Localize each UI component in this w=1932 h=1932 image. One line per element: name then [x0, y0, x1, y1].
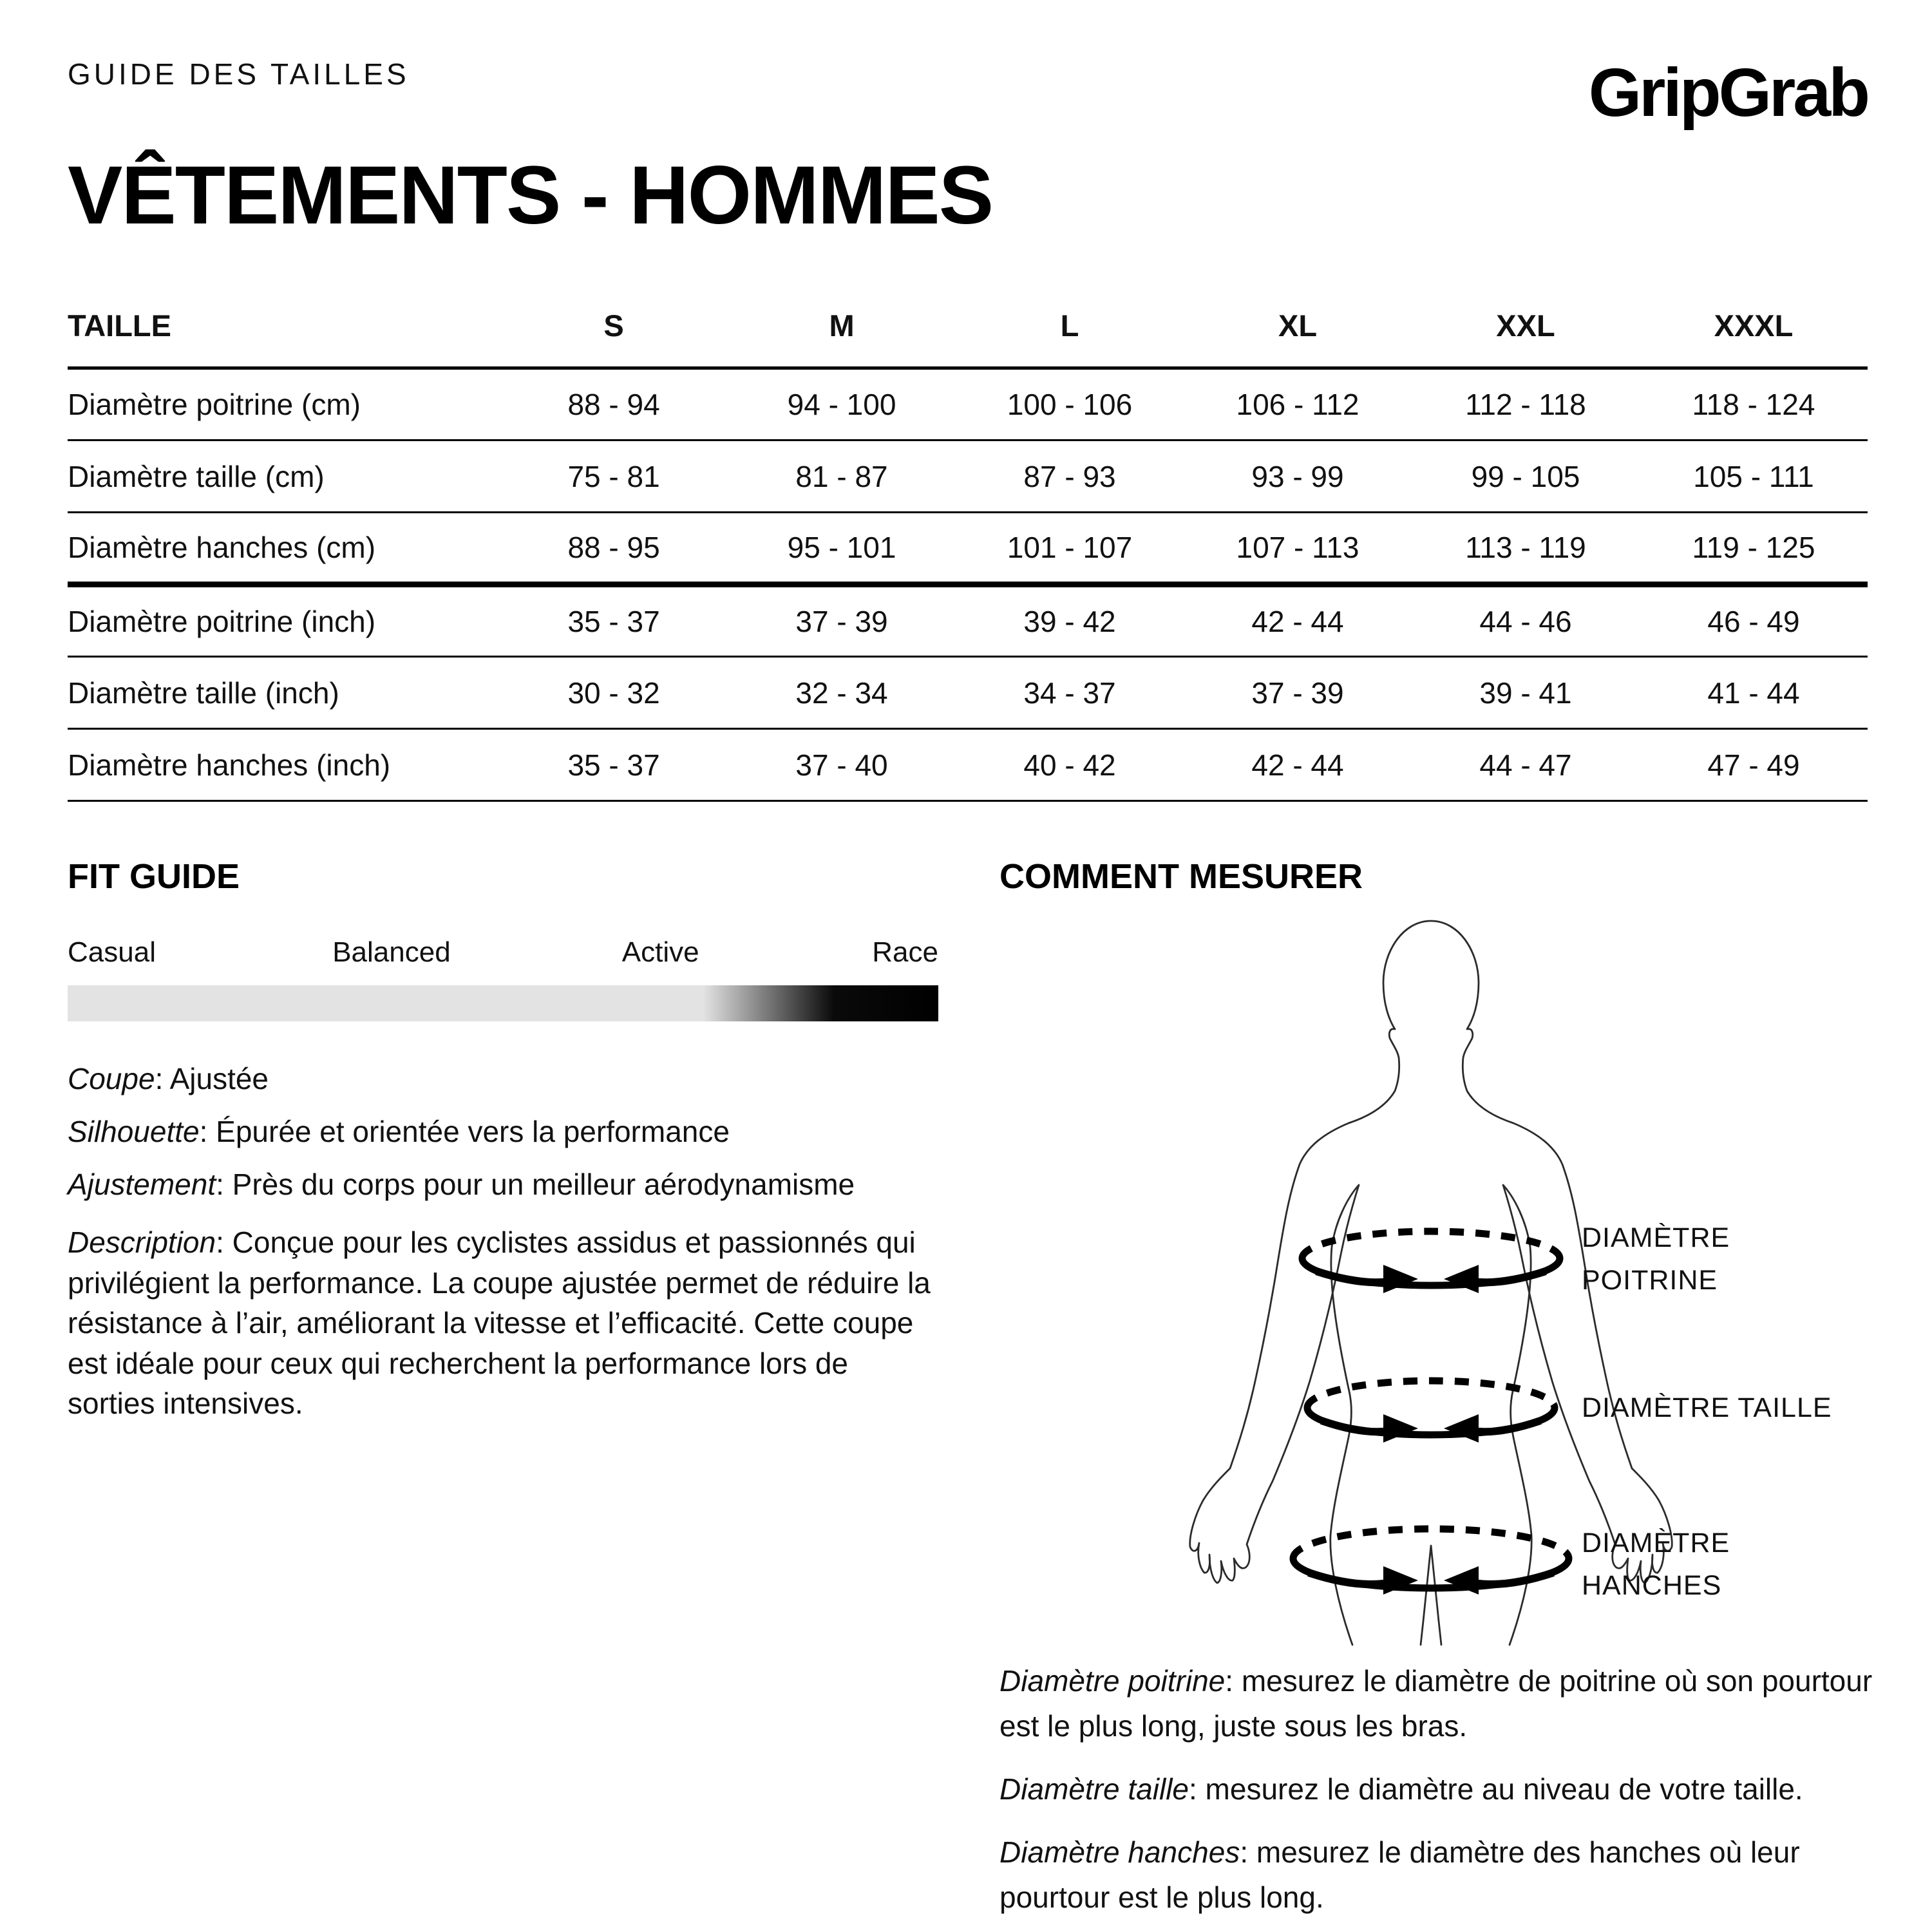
note-text: : mesurez le diamètre au niveau de votre taille. — [1189, 1772, 1803, 1806]
size-cell: 88 - 94 — [500, 368, 728, 440]
fit-detail-term: Coupe — [68, 1062, 155, 1095]
size-cell: 41 - 44 — [1640, 657, 1868, 729]
size-cell: 39 - 42 — [956, 585, 1184, 657]
note-hips — [999, 1830, 1901, 1920]
fit-guide-heading: FIT GUIDE — [68, 857, 240, 896]
size-cell: 75 - 81 — [500, 440, 728, 513]
size-cell: 40 - 42 — [956, 729, 1184, 801]
table-row — [68, 729, 1868, 801]
size-cell: 47 - 49 — [1640, 729, 1868, 801]
size-cell: 32 - 34 — [728, 657, 956, 729]
column-header-xxxl: XXXL — [1640, 308, 1868, 368]
table-row — [68, 440, 1868, 513]
size-cell: 42 - 44 — [1184, 585, 1412, 657]
column-header-xl: XL — [1184, 308, 1412, 368]
size-cell: 88 - 95 — [500, 513, 728, 585]
note-term: Diamètre taille — [999, 1772, 1189, 1806]
guide-eyebrow: GUIDE DES TAILLES — [68, 57, 410, 91]
fit-label-balanced: Balanced — [332, 936, 451, 968]
size-cell: 39 - 41 — [1412, 657, 1640, 729]
size-table — [68, 308, 1868, 802]
hips-diameter-label-line1: DIAMÈTRE — [1582, 1528, 1730, 1558]
row-label: Diamètre taille (inch) — [68, 657, 500, 729]
table-row — [68, 585, 1868, 657]
fit-detail-term: Ajustement — [68, 1168, 216, 1201]
size-cell: 37 - 39 — [728, 585, 956, 657]
measure-notes — [999, 1659, 1901, 1920]
note-chest — [999, 1659, 1901, 1749]
size-cell: 44 - 46 — [1412, 585, 1640, 657]
size-cell: 118 - 124 — [1640, 368, 1868, 440]
column-header-l: L — [956, 308, 1184, 368]
size-cell: 87 - 93 — [956, 440, 1184, 513]
note-term: Diamètre poitrine — [999, 1664, 1226, 1698]
size-cell: 34 - 37 — [956, 657, 1184, 729]
fit-detail-coupe — [68, 1064, 938, 1094]
fit-detail-description — [68, 1222, 938, 1424]
table-row — [68, 368, 1868, 440]
size-cell: 35 - 37 — [500, 585, 728, 657]
column-header-m: M — [728, 308, 956, 368]
row-label: Diamètre taille (cm) — [68, 440, 500, 513]
fit-label-casual: Casual — [68, 936, 156, 968]
size-cell: 100 - 106 — [956, 368, 1184, 440]
fit-detail-ajustement — [68, 1170, 938, 1199]
size-cell: 99 - 105 — [1412, 440, 1640, 513]
row-label: Diamètre hanches (inch) — [68, 729, 500, 801]
size-cell: 37 - 40 — [728, 729, 956, 801]
measure-section — [999, 857, 1906, 1932]
fit-detail-term: Description — [68, 1226, 216, 1259]
fit-detail-text: : Conçue pour les cyclistes assidus et passionnés qui privilégient la performance. La coupe ajustée permet de réduire la résistance à l’air, améliorant la vitesse et l’efficacité. Cette coupe est idéale pour ceux qui recherchent la performance lors de sorties intensives. — [68, 1226, 931, 1421]
table-row — [68, 513, 1868, 585]
note-text: : mesurez le diamètre des hanches où leur pourtour est le plus long. — [999, 1835, 1800, 1914]
chest-diameter-label-line2: POITRINE — [1582, 1265, 1718, 1296]
size-cell: 44 - 47 — [1412, 729, 1640, 801]
size-cell: 112 - 118 — [1412, 368, 1640, 440]
size-cell: 37 - 39 — [1184, 657, 1412, 729]
fit-detail-term: Silhouette — [68, 1115, 200, 1148]
size-cell: 105 - 111 — [1640, 440, 1868, 513]
fit-label-active: Active — [621, 936, 699, 968]
size-cell: 94 - 100 — [728, 368, 956, 440]
chest-measure-ring — [1302, 1231, 1560, 1293]
waist-diameter-label: DIAMÈTRE TAILLE — [1582, 1392, 1832, 1423]
table-row — [68, 657, 1868, 729]
note-waist — [999, 1767, 1901, 1812]
size-cell: 107 - 113 — [1184, 513, 1412, 585]
fit-scale-labels — [68, 936, 938, 969]
size-cell: 113 - 119 — [1412, 513, 1640, 585]
size-cell: 106 - 112 — [1184, 368, 1412, 440]
waist-measure-ring — [1307, 1381, 1555, 1443]
row-label: Diamètre poitrine (cm) — [68, 368, 500, 440]
fit-detail-silhouette — [68, 1117, 938, 1146]
row-label: Diamètre poitrine (inch) — [68, 585, 500, 657]
size-cell: 30 - 32 — [500, 657, 728, 729]
size-cell: 101 - 107 — [956, 513, 1184, 585]
column-header-taille: TAILLE — [68, 308, 500, 368]
fit-gradient-bar — [68, 985, 938, 1021]
fit-detail-text: : Épurée et orientée vers la performance — [199, 1115, 730, 1148]
size-cell: 35 - 37 — [500, 729, 728, 801]
column-header-s: S — [500, 308, 728, 368]
row-label: Diamètre hanches (cm) — [68, 513, 500, 585]
fit-label-race: Race — [872, 936, 938, 968]
size-cell: 95 - 101 — [728, 513, 956, 585]
fit-details — [68, 1064, 938, 1424]
size-table-header-row — [68, 308, 1868, 368]
page-title: VÊTEMENTS - HOMMES — [68, 149, 993, 242]
column-header-xxl: XXL — [1412, 308, 1640, 368]
hips-diameter-label-line2: HANCHES — [1582, 1570, 1722, 1601]
size-cell: 81 - 87 — [728, 440, 956, 513]
body-measurement-diagram — [999, 908, 1875, 1647]
note-text: : mesurez le diamètre de poitrine où son pourtour est le plus long, juste sous les bras. — [999, 1664, 1873, 1743]
size-cell: 93 - 99 — [1184, 440, 1412, 513]
chest-diameter-label-line1: DIAMÈTRE — [1582, 1222, 1730, 1253]
size-cell: 46 - 49 — [1640, 585, 1868, 657]
measure-heading: COMMENT MESURER — [999, 857, 1363, 896]
fit-detail-text: : Ajustée — [155, 1062, 269, 1095]
size-cell: 119 - 125 — [1640, 513, 1868, 585]
size-cell: 42 - 44 — [1184, 729, 1412, 801]
hips-measure-ring — [1293, 1529, 1569, 1595]
gripgrab-logo: GripGrab — [1588, 55, 1868, 131]
fit-guide-section — [68, 857, 938, 1424]
note-term: Diamètre hanches — [999, 1835, 1240, 1869]
fit-detail-text: : Près du corps pour un meilleur aérodynamisme — [216, 1168, 855, 1201]
